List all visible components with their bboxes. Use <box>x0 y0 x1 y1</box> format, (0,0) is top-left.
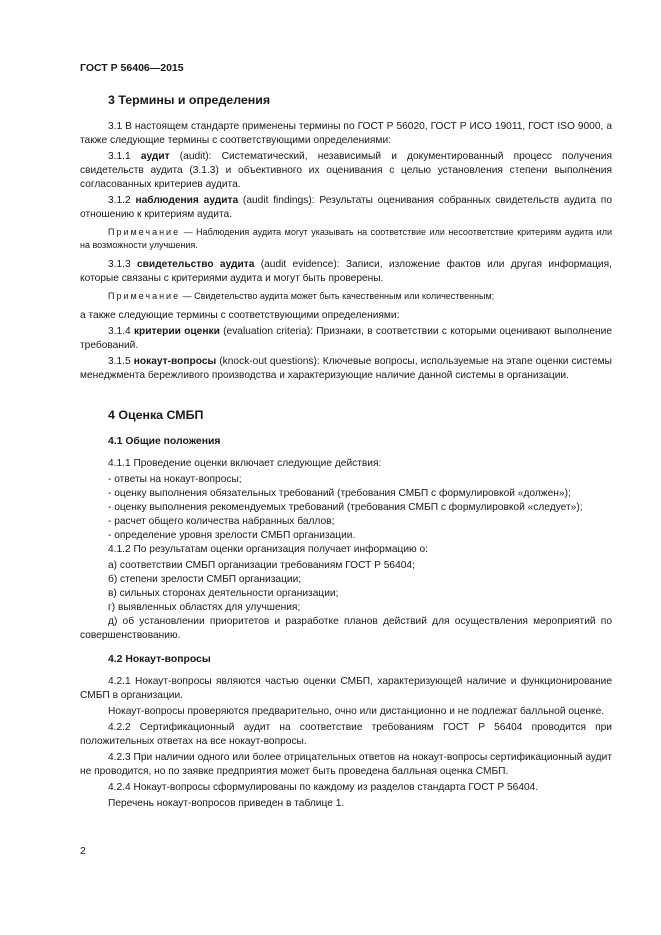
list-item: а) соответствии СМБП организации требованиям ГОСТ Р 56404; <box>108 560 415 571</box>
list-item: - оценку выполнения обязательных требований (требования СМБП с формулировкой «должен»); <box>108 488 571 499</box>
term-number: 3.1.5 <box>108 356 134 367</box>
paragraph-4-2-1-b: Нокаут-вопросы проверяются предварительно, очно или дистанционно и не подлежат балльной оценке. <box>108 706 605 717</box>
term-definition: (audit findings): Результаты оценивания собранных свидетельств аудита по отношению к критериям аудита. <box>80 195 612 220</box>
list-item: - определение уровня зрелости СМБП организации. <box>108 530 356 541</box>
page-number: 2 <box>80 845 86 857</box>
note-1 <box>80 226 612 252</box>
note-text: — Наблюдения аудита могут указывать на соответствие или несоответствие критериям аудита или на возможности улучшения. <box>80 227 612 250</box>
paragraph-3-1: 3.1 В настоящем стандарте применены термины по ГОСТ Р 56020, ГОСТ Р ИСО 19011, ГОСТ ISO 9000, а также следующие термины с соответствующими определениями: <box>80 121 612 146</box>
term-3-1-4 <box>80 325 612 353</box>
list-item: б) степени зрелости СМБП организации; <box>108 574 302 585</box>
term-name: свидетельство аудита <box>137 259 255 270</box>
paragraph-4-1-1: 4.1.1 Проведение оценки включает следующие действия: <box>108 458 382 469</box>
term-name: нокаут-вопросы <box>133 356 217 367</box>
list-item: - расчет общего количества набранных баллов; <box>108 516 335 527</box>
term-definition: (evaluation criteria): Признаки, в соответствии с которыми оценивают выполнение требований. <box>80 326 612 351</box>
paragraph-4-2-2: 4.2.2 Сертификационный аудит на соответствие требованиям ГОСТ Р 56404 проводится при положительных ответах на все нокаут-вопросы. <box>80 722 612 747</box>
term-name: критерии оценки <box>133 326 220 337</box>
document-header: ГОСТ Р 56406—2015 <box>80 62 184 74</box>
document-body <box>80 92 612 813</box>
subsection-4-2-title: 4.2 Нокаут-вопросы <box>108 654 211 665</box>
list-item: г) выявленных областях для улучшения; <box>108 602 301 613</box>
subsection-4-1-title: 4.1 Общие положения <box>108 436 221 447</box>
term-3-1-5 <box>80 355 612 383</box>
term-number: 3.1.3 <box>108 259 137 270</box>
note-text: — Свидетельство аудита может быть качественным или количественным; <box>180 291 495 301</box>
term-3-1-2 <box>80 194 612 222</box>
list-item: - ответы на нокаут-вопросы; <box>108 474 242 485</box>
term-definition: (audit): Систематический, независимый и документированный процесс получения свидетельств аудита (3.1.3) и объективного их оценивания с целью установления степени выполнения согласованных критериев аудита. <box>80 151 612 190</box>
section-3-title: 3 Термины и определения <box>108 93 271 107</box>
list-item: - оценку выполнения рекомендуемых требований (требования СМБП с формулировкой «следует»); <box>108 502 583 513</box>
note-label: Примечание <box>108 291 181 301</box>
term-3-1-3 <box>80 258 612 286</box>
term-definition: (audit evidence): Записи, изложение фактов или другая информация, которые связаны с критериями аудита и могут быть проверены. <box>80 259 612 284</box>
also-terms-line: а также следующие термины с соответствующими определениями: <box>80 310 400 321</box>
section-4-title: 4 Оценка СМБП <box>108 408 204 422</box>
paragraph-4-2-3: 4.2.3 При наличии одного или более отрицательных ответов на нокаут-вопросы сертификационный аудит не проводится, но по заявке предприятия может быть проведена балльная оценка СМБП. <box>80 752 612 777</box>
term-name: аудит <box>140 151 170 162</box>
info-list <box>80 559 612 643</box>
term-number: 3.1.4 <box>108 326 134 337</box>
paragraph-4-2-4: 4.2.4 Нокаут-вопросы сформулированы по каждому из разделов стандарта ГОСТ Р 56404. <box>108 782 539 793</box>
term-definition: (knock-out questions): Ключевые вопросы, используемые на этапе оценки системы менеджмента бережливого производства и характеризующие наличие данной системы в организации. <box>80 356 612 381</box>
note-2 <box>80 290 612 303</box>
term-3-1-1 <box>80 150 612 192</box>
note-label: Примечание <box>108 227 181 237</box>
list-item: в) сильных сторонах деятельности организации; <box>108 588 339 599</box>
paragraph-4-2-1: 4.2.1 Нокаут-вопросы являются частью оценки СМБП, характеризующей наличие и функционирование СМБП в организации. <box>80 676 612 701</box>
paragraph-4-2-4-b: Перечень нокаут-вопросов приведен в таблице 1. <box>108 798 345 809</box>
term-number: 3.1.1 <box>108 151 141 162</box>
term-number: 3.1.2 <box>108 195 136 206</box>
actions-list <box>80 473 612 543</box>
list-item: д) об установлении приоритетов и разработке планов действий для осуществления мероприятий по совершенствованию. <box>80 616 612 641</box>
term-name: наблюдения аудита <box>135 195 239 206</box>
paragraph-4-1-2: 4.1.2 По результатам оценки организация получает информацию о: <box>108 544 428 555</box>
